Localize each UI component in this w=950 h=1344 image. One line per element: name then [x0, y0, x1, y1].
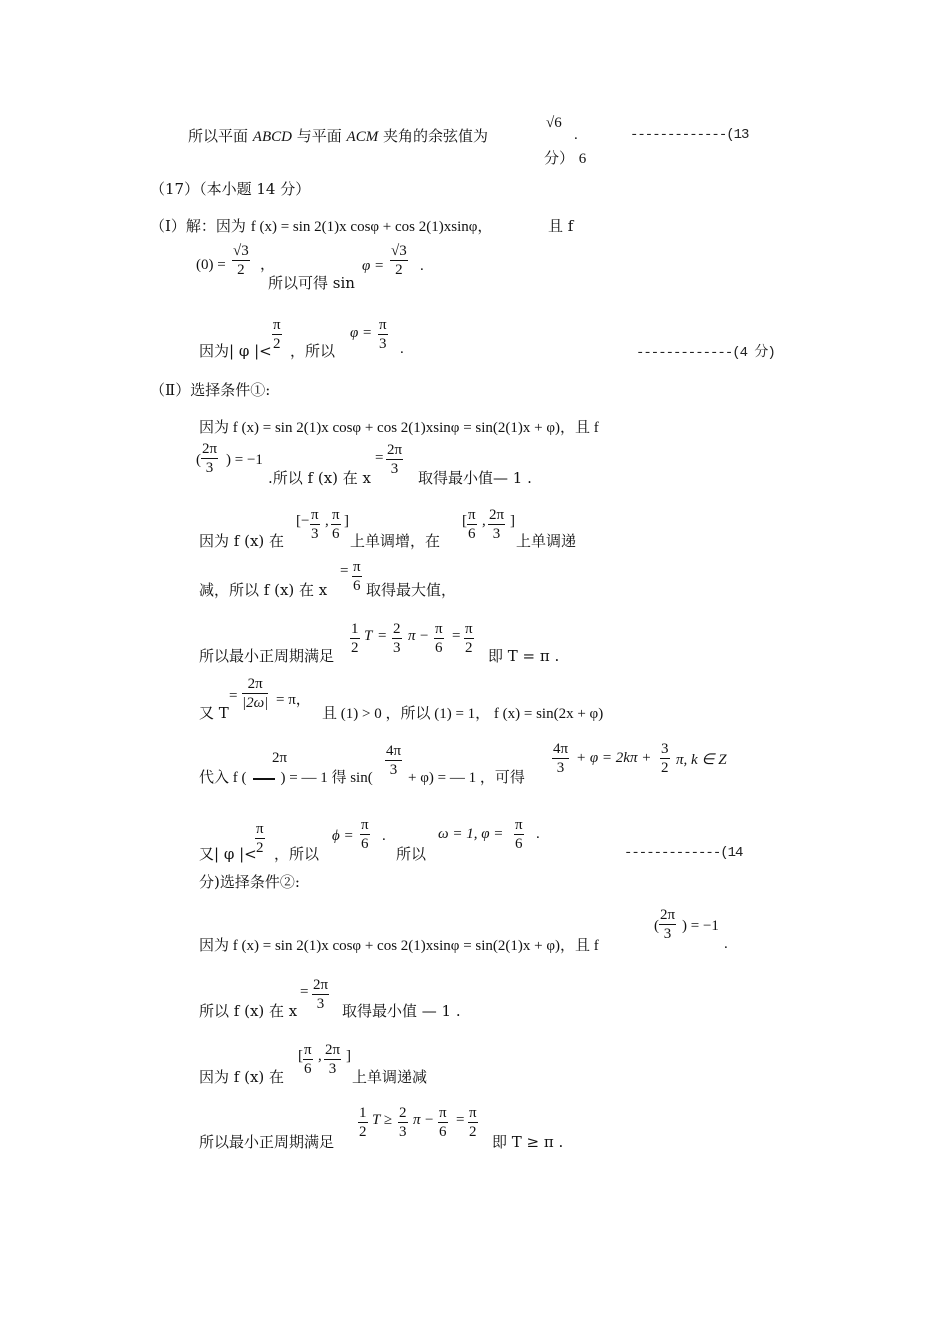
numerator: π	[468, 507, 476, 523]
bracket: ]	[510, 513, 515, 529]
condition2-head: 分)选择条件②:	[199, 873, 300, 891]
eq-neg1: ) = −1	[226, 452, 263, 468]
comma: ,	[318, 1048, 322, 1064]
score-marker-14: -------------(14	[624, 845, 743, 861]
denominator: 2	[661, 760, 669, 776]
bracket: ]	[346, 1048, 351, 1064]
text-seg: 分）	[544, 149, 575, 167]
suoyi: ，所以	[274, 845, 320, 863]
denominator: 3	[205, 460, 214, 476]
blank-fraction-bar	[253, 778, 275, 780]
numerator: π	[332, 507, 340, 523]
numerator: 3	[661, 741, 669, 757]
again-T: 又 T	[199, 704, 229, 722]
denominator: 2	[351, 640, 359, 656]
frac-sqrt3-2b	[390, 242, 408, 279]
cond2-min-value: 取得最小值 — 1 .	[342, 1002, 461, 1020]
text-seg: ) = — 1 得 sin(	[280, 770, 373, 786]
frac-pi-3c	[310, 506, 320, 543]
period-line: 所以最小正周期满足	[199, 647, 335, 665]
text-seg: 夹角的余弦值为	[383, 127, 489, 145]
frac-2-3	[392, 620, 402, 657]
eq: =	[340, 563, 349, 579]
paren-open: (	[196, 452, 201, 468]
kede-sin: 所以可得 sin	[268, 274, 355, 292]
numerator: π	[465, 621, 473, 637]
frac-pi-2	[272, 316, 282, 353]
frac-2pi-2w	[242, 675, 268, 712]
math-expr: f (x) = sin 2(1)x cosφ + cos 2(1)xsinφ，	[250, 219, 493, 235]
eq: =	[375, 450, 384, 466]
cond2-period-line: 所以最小正周期满足	[199, 1133, 335, 1151]
numerator: 2	[399, 1105, 407, 1121]
eq-pi: = π，	[276, 692, 311, 708]
plane-acm: ACM	[346, 129, 379, 145]
cond1-line1: 因为 f (x) = sin 2(1)x cosφ + cos 2(1)xsinφ = sin(2(1)x + φ)，且 f	[199, 420, 599, 436]
eq-neg1: ) = −1	[682, 918, 719, 934]
eq: =	[456, 1112, 465, 1128]
part1-line1	[150, 216, 492, 237]
text-seg: 与平面	[296, 127, 342, 145]
T-ge-pi: 即 T ≥ π .	[492, 1133, 564, 1151]
denominator: 3	[492, 526, 501, 542]
denominator: 3	[393, 640, 401, 656]
frac-2pi-3	[201, 440, 218, 477]
denominator: 6	[435, 640, 443, 656]
numerator: π	[273, 317, 281, 333]
numerator: 2π	[387, 442, 403, 458]
numerator: 2π	[313, 977, 329, 993]
denominator: 3	[399, 1124, 407, 1140]
omega-line: 且 (1) > 0 ，所以 (1) = 1， f (x) = sin(2x + φ)	[322, 706, 604, 722]
frac-1-2b	[358, 1104, 368, 1141]
numerator: π	[311, 507, 319, 523]
denominator: 3	[389, 762, 398, 778]
denominator: 2	[237, 262, 245, 278]
monotone-line: 因为 f (x) 在	[199, 532, 285, 550]
bracket: [	[298, 1048, 303, 1064]
numerator: π	[361, 817, 369, 833]
frac-2pi-3f	[324, 1041, 341, 1078]
part2-head: （Ⅱ）选择条件①:	[150, 381, 271, 399]
sqrt6: √6	[546, 115, 562, 131]
yinwei-phi: 因为| φ |<	[199, 342, 272, 360]
T-ge: T ≥	[372, 1112, 393, 1128]
suoyi: ，所以	[290, 342, 336, 360]
denominator: 2	[256, 840, 264, 856]
phi-eq: ϕ =	[332, 828, 354, 844]
phi-eq: φ =	[350, 325, 373, 341]
plane-abcd: ABCD	[252, 129, 292, 145]
denominator: 6	[332, 526, 340, 542]
denominator: 6	[578, 151, 587, 167]
k-in-Z: π, k ∈ Z	[676, 752, 727, 768]
numerator: 2π	[489, 507, 505, 523]
two-pi-label: 2π	[272, 750, 288, 766]
question-17-title: （17）（本小题 14 分）	[150, 180, 311, 198]
text-seg: （Ⅰ）解：因为	[150, 217, 246, 235]
score-marker-13: -------------(13	[630, 127, 749, 143]
numerator: 1	[359, 1105, 367, 1121]
again-phi: 又| φ |<	[199, 845, 257, 863]
numerator: π	[435, 621, 443, 637]
frac-pi-2c	[468, 1104, 478, 1141]
suoyi: 所以	[396, 845, 427, 863]
frac-pi-6g	[303, 1041, 313, 1078]
var-T: T	[364, 628, 373, 644]
minus: −	[301, 513, 310, 529]
substitute-tail: + φ) = — 1 ，可得	[408, 770, 525, 786]
conclusion-line	[188, 126, 488, 147]
numerator: 4π	[553, 741, 569, 757]
numerator: √3	[391, 243, 407, 259]
bracket: [	[296, 513, 301, 529]
frac-pi-2	[464, 620, 474, 657]
frac-pi-6f	[514, 816, 524, 853]
max-value: 取得最大值，	[366, 581, 457, 599]
denominator: 6	[468, 526, 476, 542]
frac-4pi-3b	[552, 740, 569, 777]
eq: =	[452, 628, 461, 644]
pi: π	[413, 1112, 421, 1128]
score-marker-4: -------------(4 分)	[636, 345, 775, 361]
period: .	[536, 826, 540, 842]
denominator: 2	[359, 1124, 367, 1140]
min-value: 取得最小值— 1 .	[418, 469, 532, 487]
numerator: π	[256, 821, 264, 837]
numerator: 2π	[325, 1042, 341, 1058]
denominator: 6	[515, 836, 523, 852]
denominator: 6	[304, 1061, 312, 1077]
numerator: 1	[351, 621, 359, 637]
denominator: 6	[439, 1124, 447, 1140]
frac-pi-6e	[360, 816, 370, 853]
comma: ,	[482, 513, 486, 529]
denominator: 3	[663, 926, 672, 942]
text-seg: 代入 f (	[199, 770, 247, 786]
denominator: 3	[379, 336, 387, 352]
period: .	[724, 936, 728, 952]
cond2-line1: 因为 f (x) = sin 2(1)x cosφ + cos 2(1)xsinφ = sin(2(1)x + φ)，且 f	[199, 938, 599, 954]
numerator: π	[515, 817, 523, 833]
eq: =	[378, 628, 387, 644]
frac-2pi-3c	[488, 506, 505, 543]
T-eq-pi: 即 T = π .	[488, 647, 560, 665]
qie-f: 且 f	[548, 217, 574, 235]
so-fx-at-x: .所以 f (x) 在 x	[268, 469, 372, 487]
frac-2pi-3b	[386, 441, 403, 478]
frac-2pi-3d	[659, 906, 676, 943]
numerator: π	[379, 317, 387, 333]
minus: −	[420, 628, 429, 644]
phi-eq: φ =	[362, 258, 385, 274]
frac-3-2	[660, 740, 670, 777]
decreasing-text: 上单调递	[516, 532, 577, 550]
eq-2kpi: + φ = 2kπ +	[576, 750, 652, 766]
pi: π	[408, 628, 416, 644]
denominator: 2	[465, 640, 473, 656]
denominator: |2ω|	[242, 695, 269, 711]
omega-phi: ω = 1, φ =	[438, 826, 504, 842]
interval1-open	[296, 513, 309, 530]
frac-1-2	[350, 620, 360, 657]
period: .	[574, 127, 578, 143]
bracket: [	[462, 513, 467, 529]
frac-pi-2b	[255, 820, 265, 857]
frac-pi-3	[378, 316, 388, 353]
frac-2-3b	[398, 1104, 408, 1141]
frac-2pi-3e	[312, 976, 329, 1013]
denominator: 3	[390, 461, 399, 477]
eq: =	[229, 688, 238, 704]
comma: ,	[325, 513, 329, 529]
conclusion-line-2	[544, 148, 586, 169]
period: .	[420, 258, 424, 274]
denominator: 2	[469, 1124, 477, 1140]
bracket: ]	[344, 513, 349, 529]
denominator: 3	[316, 996, 325, 1012]
frac-4pi-3	[385, 742, 402, 779]
f0: (0) =	[196, 257, 226, 273]
frac-pi-6b	[467, 506, 477, 543]
numerator: π	[469, 1105, 477, 1121]
numerator: 2π	[202, 441, 218, 457]
numerator: 2	[393, 621, 401, 637]
eq: =	[300, 984, 309, 1000]
numerator: 2π	[242, 675, 268, 694]
max-line: 减，所以 f (x) 在 x	[199, 581, 328, 599]
minus: −	[425, 1112, 434, 1128]
denominator: 6	[353, 578, 361, 594]
period: .	[400, 341, 404, 357]
denominator: 3	[328, 1061, 337, 1077]
period: .	[382, 828, 386, 844]
numerator: π	[353, 559, 361, 575]
frac-pi-6h	[438, 1104, 448, 1141]
denominator: 3	[556, 760, 565, 776]
denominator: 2	[273, 336, 281, 352]
paren-open: (	[654, 918, 659, 934]
numerator: 2π	[660, 907, 676, 923]
numerator: √3	[233, 243, 249, 259]
denominator: 6	[361, 836, 369, 852]
numerator: 4π	[386, 743, 402, 759]
substitute	[199, 768, 373, 788]
increasing-text: 上单调增，在	[350, 532, 441, 550]
numerator: π	[304, 1042, 312, 1058]
decreasing-text: 上单调递减	[352, 1068, 428, 1086]
cond2-min-line: 所以 f (x) 在 x	[199, 1002, 298, 1020]
numerator: π	[439, 1105, 447, 1121]
comma: ，	[260, 257, 276, 273]
text-seg: 所以平面	[188, 127, 249, 145]
frac-sqrt3-2	[232, 242, 250, 279]
denominator: 2	[395, 262, 403, 278]
cond2-monotone: 因为 f (x) 在	[199, 1068, 285, 1086]
frac-pi-6	[331, 506, 341, 543]
frac-pi-6d	[434, 620, 444, 657]
frac-pi-6c	[352, 558, 362, 595]
denominator: 3	[311, 526, 319, 542]
